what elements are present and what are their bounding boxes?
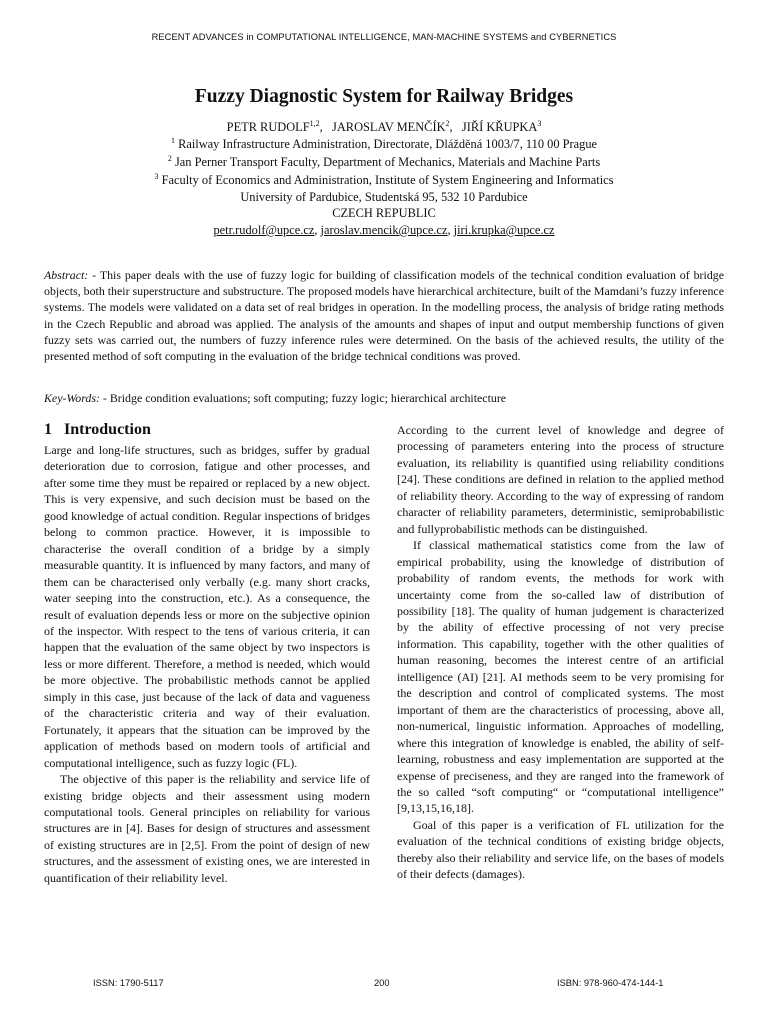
body-paragraph: If classical mathematical statistics come from the law of empirical probability, using the knowledge of distribution of probability of random events, the methods for work with uncertainty come from the so-called law of distribution of possibility [18]. The quality of human judgement is characterized by the ability of effective processing of not very precise information. This capability, together with the other qualities of human reasoning, becomes the interest centre of an artificial intelligence (AI) [21]. AI methods seem to be very promising for the description and control of complicated systems. The most important of them are the characteristics of processing, above all, non-numerical, linguistic information. Approaches of modelling, where this integration of knowledge is enabled, the ability of self-learning, robustness and easy implementation are supported at the expense of preciseness, and they are ranged into the framework of the so called “soft computing“ or “computational intelligence” [9,13,15,16,18]. xyxy=(397,538,724,816)
affiliation-text: Jan Perner Transport Faculty, Department of Mechanics, Materials and Machine Parts xyxy=(174,155,601,169)
author-affiliation-mark: 2 xyxy=(445,119,450,128)
abstract-label: Abstract: xyxy=(44,268,89,282)
author-name: PETR RUDOLF xyxy=(226,120,310,134)
section-heading xyxy=(44,421,151,439)
university-line: University of Pardubice, Studentská 95, 532 10 Pardubice xyxy=(240,190,528,204)
section-title: Introduction xyxy=(64,421,151,438)
page-number: 200 xyxy=(374,978,390,988)
footer-isbn: ISBN: 978-960-474-144-1 xyxy=(557,978,664,988)
author-affiliation-mark: 3 xyxy=(537,119,542,128)
body-paragraph: Goal of this paper is a verification of FL utilization for the evaluation of the technical conditions of existing bridge objects, thereby also their reliability and service life, on the bases of models of their defects (damages). xyxy=(397,817,724,882)
affiliation-line xyxy=(0,155,768,170)
affiliation-mark: 3 xyxy=(154,172,159,181)
footer-issn: ISSN: 1790-5117 xyxy=(93,978,164,988)
keywords-label: Key-Words: xyxy=(44,391,100,405)
country-line: CZECH REPUBLIC xyxy=(332,206,436,220)
abstract-text: - This paper deals with the use of fuzzy logic for building of classification models of the technical condition evaluation of bridge objects, both their superstructure and substructure. The proposed models have hierarchical architecture, built of the Mamdani’s fuzzy inference systems. The models were validated on a data set of real bridges in operation. In the modelling process, the analysis of bridge rating methods in the Czech Republic and abroad was applied. The analysis of the amounts and shapes of input and output membership functions of given fuzzy sets was carried out, the numbers of fuzzy inference rules were determined. On the basis of the achieved results, the utility of the presented method of soft computing in the evaluation of the bridge technical conditions was proved. xyxy=(44,268,724,364)
affiliation-line xyxy=(0,137,768,152)
right-column xyxy=(397,422,724,883)
left-column xyxy=(44,442,370,886)
email-link[interactable]: petr.rudolf@upce.cz xyxy=(213,223,315,237)
email-line: petr.rudolf@upce.cz, jaroslav.mencik@upce.cz, jiri.krupka@upce.cz xyxy=(213,223,555,237)
author-affiliation-mark: 1,2 xyxy=(309,119,320,128)
affiliation-mark: 1 xyxy=(170,136,175,145)
affiliation-text: Faculty of Economics and Administration, Institute of System Engineering and Informatics xyxy=(161,173,614,187)
author-name: JAROSLAV MENČÍK xyxy=(332,120,446,134)
paper-title: Fuzzy Diagnostic System for Railway Bridges xyxy=(194,86,574,107)
running-header: RECENT ADVANCES in COMPUTATIONAL INTELLIGENCE, MAN-MACHINE SYSTEMS and CYBERNETICS xyxy=(151,32,617,42)
section-number: 1 xyxy=(44,421,52,438)
author-name: JIŘÍ KŘUPKA xyxy=(461,120,538,134)
body-paragraph: According to the current level of knowledge and degree of processing of parameters entering into the process of structure evaluation, its reliability is quantified using reliability conditions [24]. These conditions are defined in relation to the applied method of reliability theory. According to the way of expressing of random character of reliability parameters, deterministic, semiprobabilistic and fullyprobabilistic methods can be distinguished. xyxy=(397,423,724,536)
abstract xyxy=(44,267,724,364)
email-link[interactable]: jiri.krupka@upce.cz xyxy=(453,223,555,237)
affiliation-mark: 2 xyxy=(167,154,172,163)
affiliation-line xyxy=(0,173,768,188)
keywords xyxy=(44,390,724,406)
affiliation-text: Railway Infrastructure Administration, Directorate, Dlážděná 1003/7, 110 00 Prague xyxy=(178,137,598,151)
body-paragraph: The objective of this paper is the reliability and service life of existing bridge objects and their assessment using modern computational tools. General principles on reliability for various structures are in [4]. Bases for design of structures and assessment of existing structures are in [2,5]. From the point of design of new structures, and the assessment of existing ones, we are interested in quantification of their reliability level. xyxy=(44,772,370,885)
keywords-text: - Bridge condition evaluations; soft computing; fuzzy logic; hierarchical architecture xyxy=(102,391,507,405)
body-paragraph: Large and long-life structures, such as bridges, suffer by gradual deterioration due to corrosion, fatigue and other processes, and after some time they must be repaired or replaced by a new object. This is very expensive, and such decision must be based on the good knowledge of actual condition. Regular inspections of bridges belong to common practice. However, it is impossible to characterise the overall condition of a bridge by a simply measurable quantity. It is influenced by many factors, and many of them can be characterised only verbally (e.g. many short cracks, water seeping into the construction, etc.). As a consequence, the result of evaluation depends less or more on the subjective opinion of the inspector. With respect to the tens of various criteria, it can happen that the evaluation of the same object by two inspectors is less or more different. Therefore, a method is needed, which would be more objective. The probabilistic methods cannot be applied simply in this case, just because of the lack of data and vagueness of the characteristic criteria and way of their evaluation. Fortunately, it appears that the situation can be improved by the application of methods based on modern tools of artificial and computational intelligence, such as fuzzy logic (FL). xyxy=(44,443,370,770)
author-line: PETR RUDOLF$^{1,2}$, JAROSLAV MENČÍK$^2$, JIŘÍ KŘUPKA$^3$ xyxy=(226,119,542,134)
email-link[interactable]: jaroslav.mencik@upce.cz xyxy=(320,223,448,237)
